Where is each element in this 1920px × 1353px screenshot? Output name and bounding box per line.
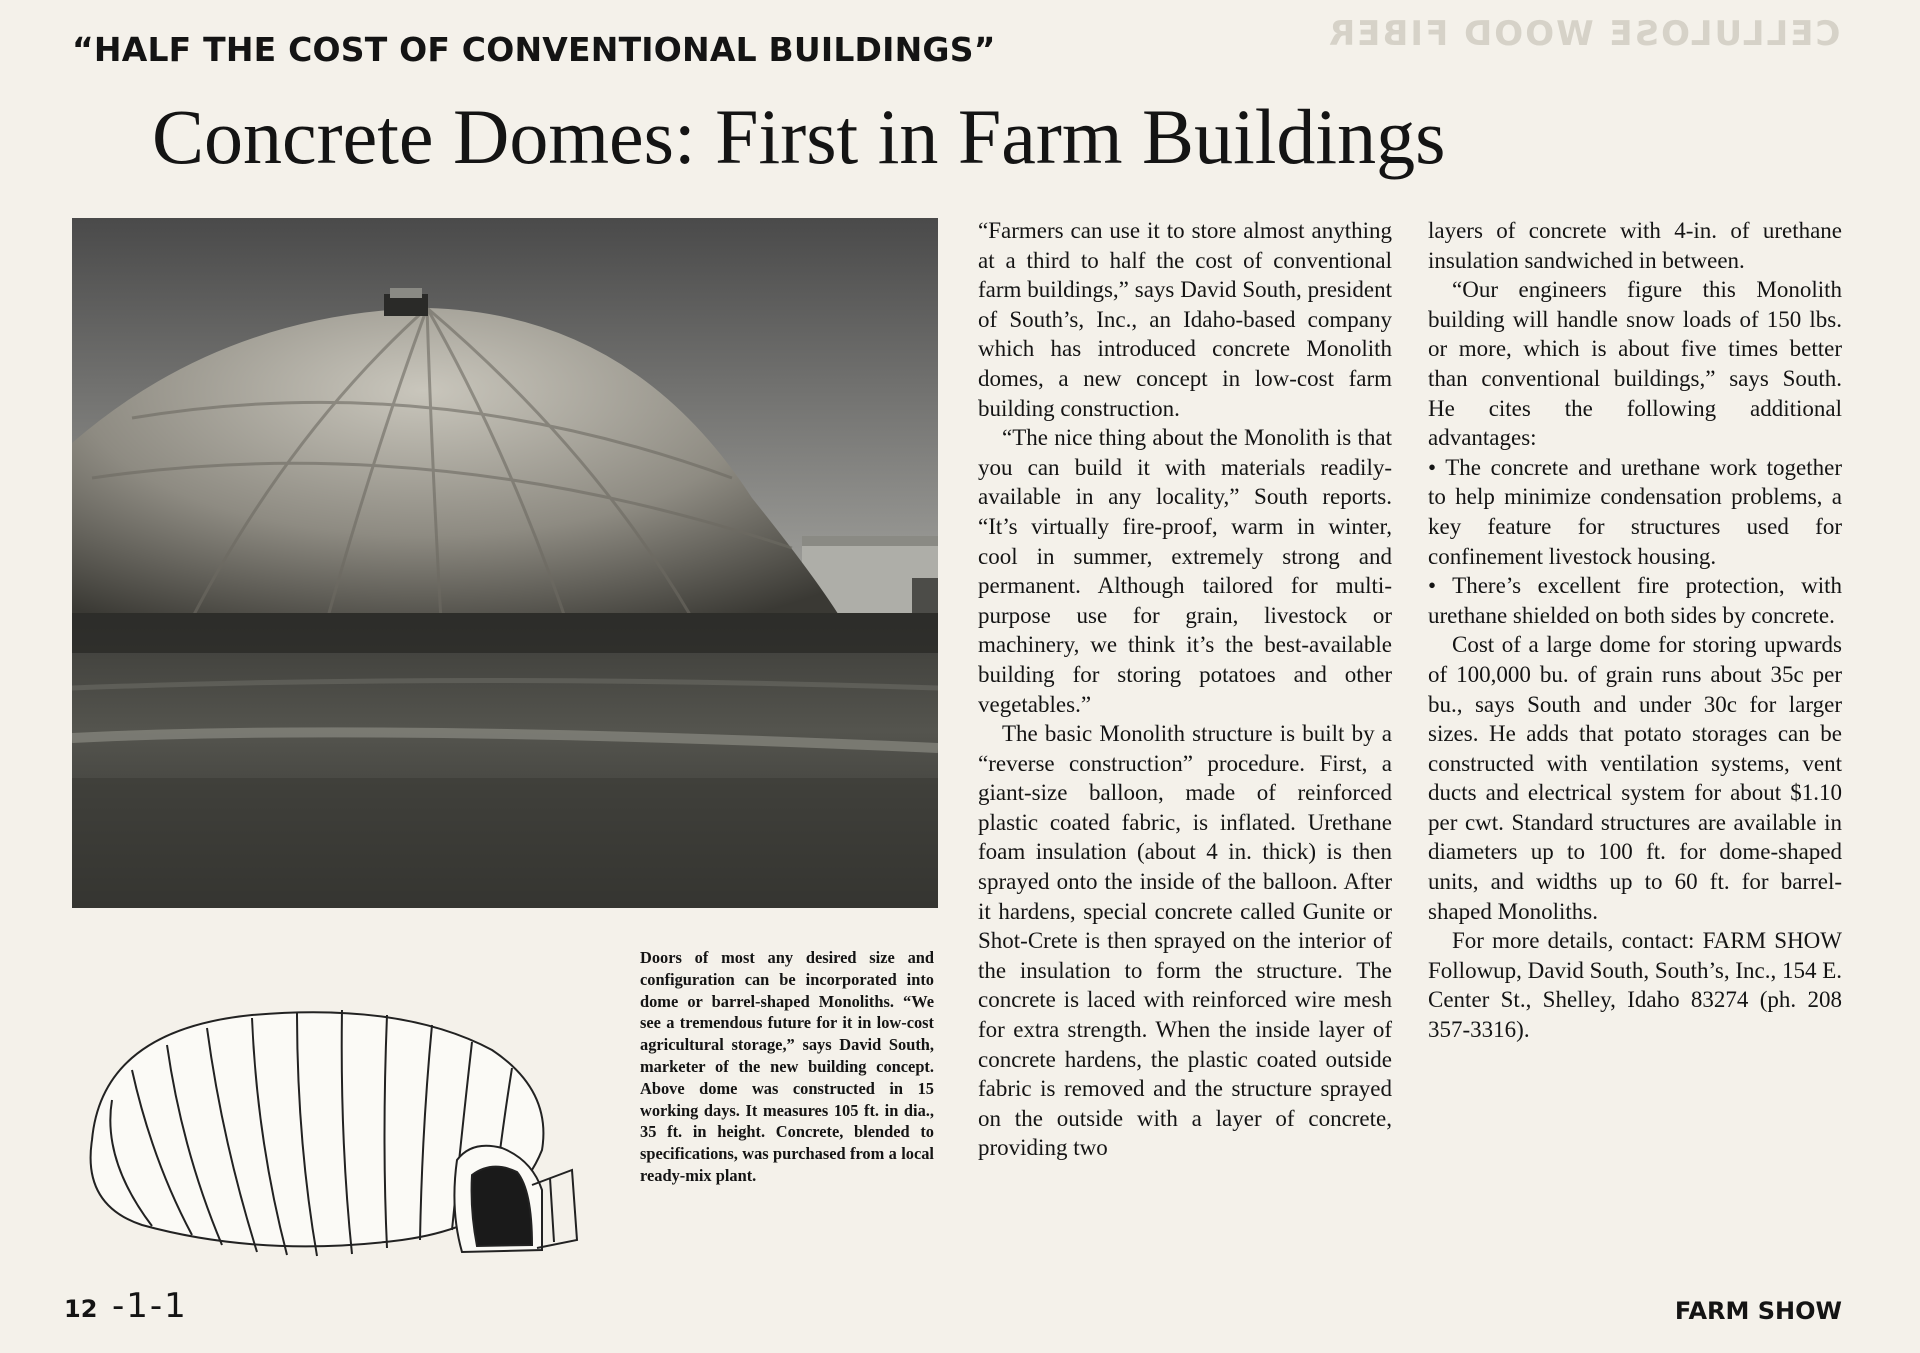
article-column-3: [1428, 216, 1842, 1045]
contact-paragraph: For more details, contact: FARM SHOW Followup, David South, South’s, Inc., 154 E. Center St., Shelley, Idaho 83274 (ph. 208 357-3316).: [1428, 928, 1843, 1043]
kicker-headline: “HALF THE COST OF CONVENTIONAL BUILDINGS”: [72, 30, 996, 69]
page-title: Concrete Domes: First in Farm Buildings: [152, 93, 1446, 180]
bullet-item: • There’s excellent fire protection, with urethane shielded on both sides by concrete.: [1428, 573, 1842, 628]
handwritten-mark: -1-1: [112, 1286, 188, 1326]
monolith-drawing-icon: [72, 990, 612, 1270]
article-paragraph: Cost of a large dome for storing upwards of 100,000 bu. of grain runs about 35c per bu., says South and under 30c for larger sizes. He adds that potato storages can be constructed with ventilation systems, vent ducts and electrical system for about $1.10 per cwt. Standard structures are available in diameters up to 100 ft. for dome-shaped units, and widths up to 60 ft. for barrel-shaped Monoliths.: [1428, 632, 1842, 924]
dome-photo-icon: [72, 218, 938, 908]
article-column-2: [978, 216, 1392, 1163]
article-paragraph: “The nice thing about the Monolith is that you can build it with materials readily-available in any locality,” South reports. “It’s virtually fire-proof, warm in winter, cool in summer, extremely strong and permanent. Although tailored for multi-purpose use for grain, livestock or machinery, we think it’s the best-available building for storing potatoes and other vegetables.”: [978, 425, 1392, 717]
page-number: 12: [64, 1295, 98, 1323]
monolith-drawing: [72, 990, 612, 1270]
article-paragraph: The basic Monolith structure is built by a “reverse construction” procedure. First, a giant-size balloon, made of reinforced plastic coated fabric, is inflated. Urethane foam insulation (about 4 in. thick) is then sprayed onto the inside of the balloon. After it hardens, special concrete called Gunite or Shot-Crete is then sprayed on the interior of the insulation to form the structure. The concrete is laced with reinforced wire mesh for extra strength. When the inside layer of concrete hardens, the plastic coated outside fabric is removed and the structure sprayed on the outside with a layer of concrete, providing two: [978, 721, 1392, 1161]
publication-name: FARM SHOW: [1674, 1297, 1842, 1325]
bleed-through-text: CELLULOSE WOOD FIBER: [1326, 14, 1840, 54]
bullet-item: • The concrete and urethane work together to help minimize condensation problems, a key feature for structures used for confinement livestock housing.: [1428, 454, 1842, 569]
photo-caption: Doors of most any desired size and configuration can be incorporated into dome or barrel-shaped Monoliths. “We see a tremendous future for it in low-cost agricultural storage,” says David South, marketer of the new building concept. Above dome was constructed in 15 working days. It measures 105 ft. in dia., 35 ft. in height. Concrete, blended to specifications, was purchased from a local ready-mix plant.: [640, 948, 934, 1185]
article-paragraph: “Our engineers figure this Monolith building will handle snow loads of 150 lbs. or more, which is about five times better than conventional buildings,” says South. He cites the following additional advantages:: [1428, 277, 1842, 451]
dome-photo: [72, 218, 938, 908]
article-paragraph: “Farmers can use it to store almost anything at a third to half the cost of conventional farm buildings,” says David South, president of South’s, Inc., an Idaho-based company which has introduced concrete Monolith domes, a new concept in low-cost farm building construction.: [978, 218, 1392, 421]
article-paragraph: layers of concrete with 4-in. of urethane insulation sandwiched in between.: [1428, 218, 1842, 273]
